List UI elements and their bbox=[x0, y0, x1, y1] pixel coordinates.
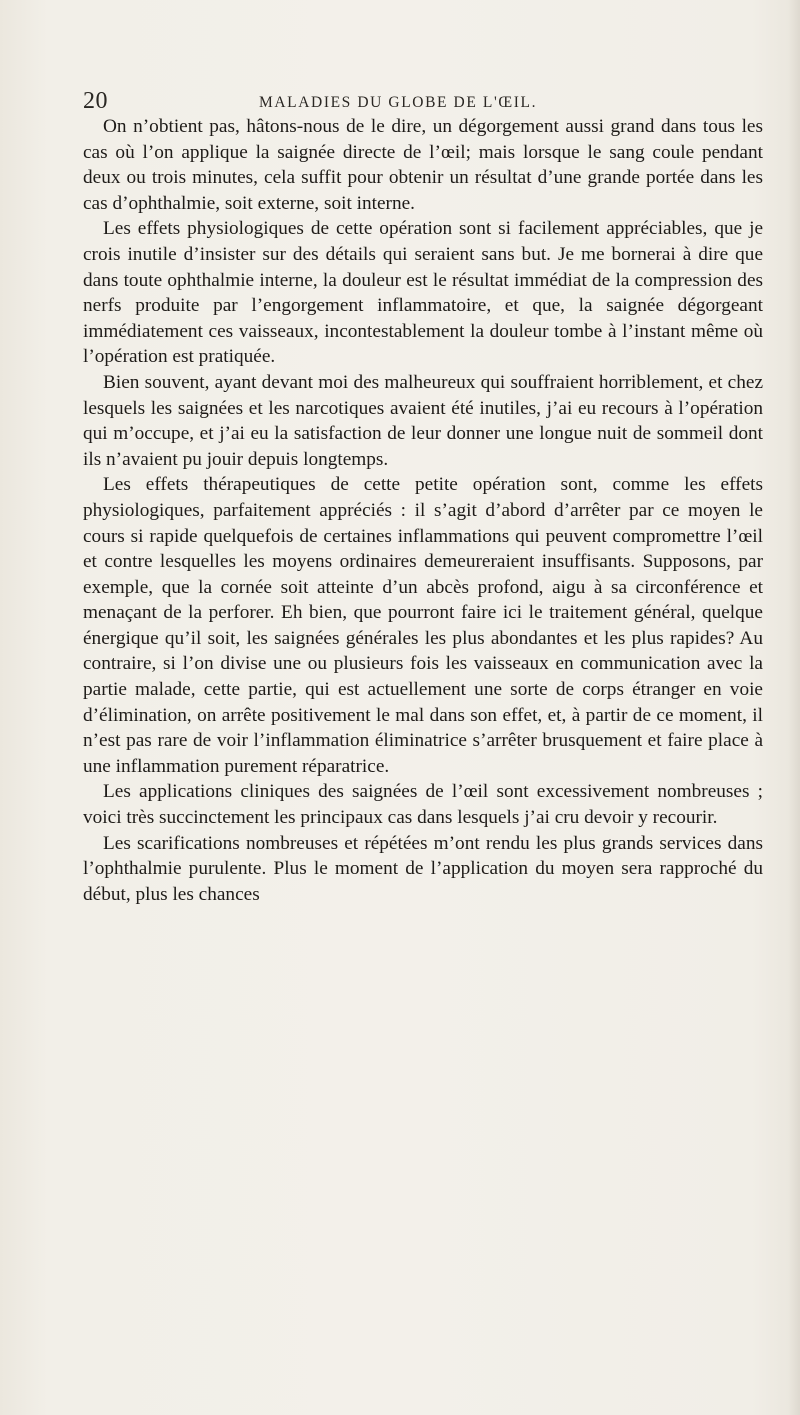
paragraph: Bien souvent, ayant devant moi des malheureux qui souffraient horriblement, et chez lesquels les saignées et les narcotiques avaient été inutiles, j’ai eu recours à l’opération qui m’occupe, et j’ai eu la satisfaction de leur donner une longue nuit de sommeil dont ils n’avaient pu jouir depuis longtemps. bbox=[83, 371, 763, 470]
page-number: 20 bbox=[83, 88, 108, 114]
paragraph: Les scarifications nombreuses et répétées m’ont rendu les plus grands services dans l’ophthalmie purulente. Plus le moment de l’application du moyen sera rapproché du début, plus les chances bbox=[83, 832, 763, 905]
paragraph: Les effets physiologiques de cette opération sont si facilement appréciables, que je crois inutile d’insister sur des détails qui seraient sans but. Je me bornerai à dire que dans toute ophthalmie interne, la douleur est le résultat immédiat de la compression des nerfs produite par l’engorgement inflammatoire, et que, la saignée dégorgeant immédiatement ces vaisseaux, incontestablement la douleur tombe à l’instant même où l’opération est pratiquée. bbox=[83, 218, 763, 368]
page-edge-shadow bbox=[788, 0, 800, 1415]
paragraph: On n’obtient pas, hâtons-nous de le dire, un dégorgement aussi grand dans tous les cas où l’on applique la saignée directe de l’œil; mais lorsque le sang coule pendant deux ou trois minutes, cela suffit pour obtenir un résultat d’une grande portée dans les cas d’ophthalmie, soit externe, soit interne. bbox=[83, 116, 763, 214]
paragraph: Les applications cliniques des saignées de l’œil sont excessivement nombreuses ; voici très succinctement les principaux cas dans lesquels j’ai cru devoir y recourir. bbox=[83, 781, 763, 829]
paragraph: Les effets thérapeutiques de cette petite opération sont, comme les effets physiologiques, parfaitement appréciés : il s’agit d’abord d’arrêter par ce moyen le cours si rapide quelquefois de certaines inflammations qui peuvent compromettre l’œil et contre lesquelles les moyens ordinaires demeureraient insuffisants. Supposons, par exemple, que la cornée soit atteinte d’un abcès profond, aigu à sa circonférence et menaçant de la perforer. Eh bien, que pourront faire ici le traitement général, quelque énergique qu’il soit, les saignées générales les plus abondantes et les plus rapides? Au contraire, si l’on divise une ou plusieurs fois les vaisseaux en communication avec la partie malade, cette partie, qui est actuellement une sorte de corps étranger en voie d’élimination, on arrête positivement le mal dans son effet, et, à partir de ce moment, il n’est pas rare de voir l’inflammation éliminatrice s’arrêter brusquement et faire place à une inflammation purement réparatrice. bbox=[83, 474, 763, 777]
body-text bbox=[83, 114, 763, 907]
running-title: MALADIES DU GLOBE DE L'ŒIL. bbox=[259, 94, 538, 111]
